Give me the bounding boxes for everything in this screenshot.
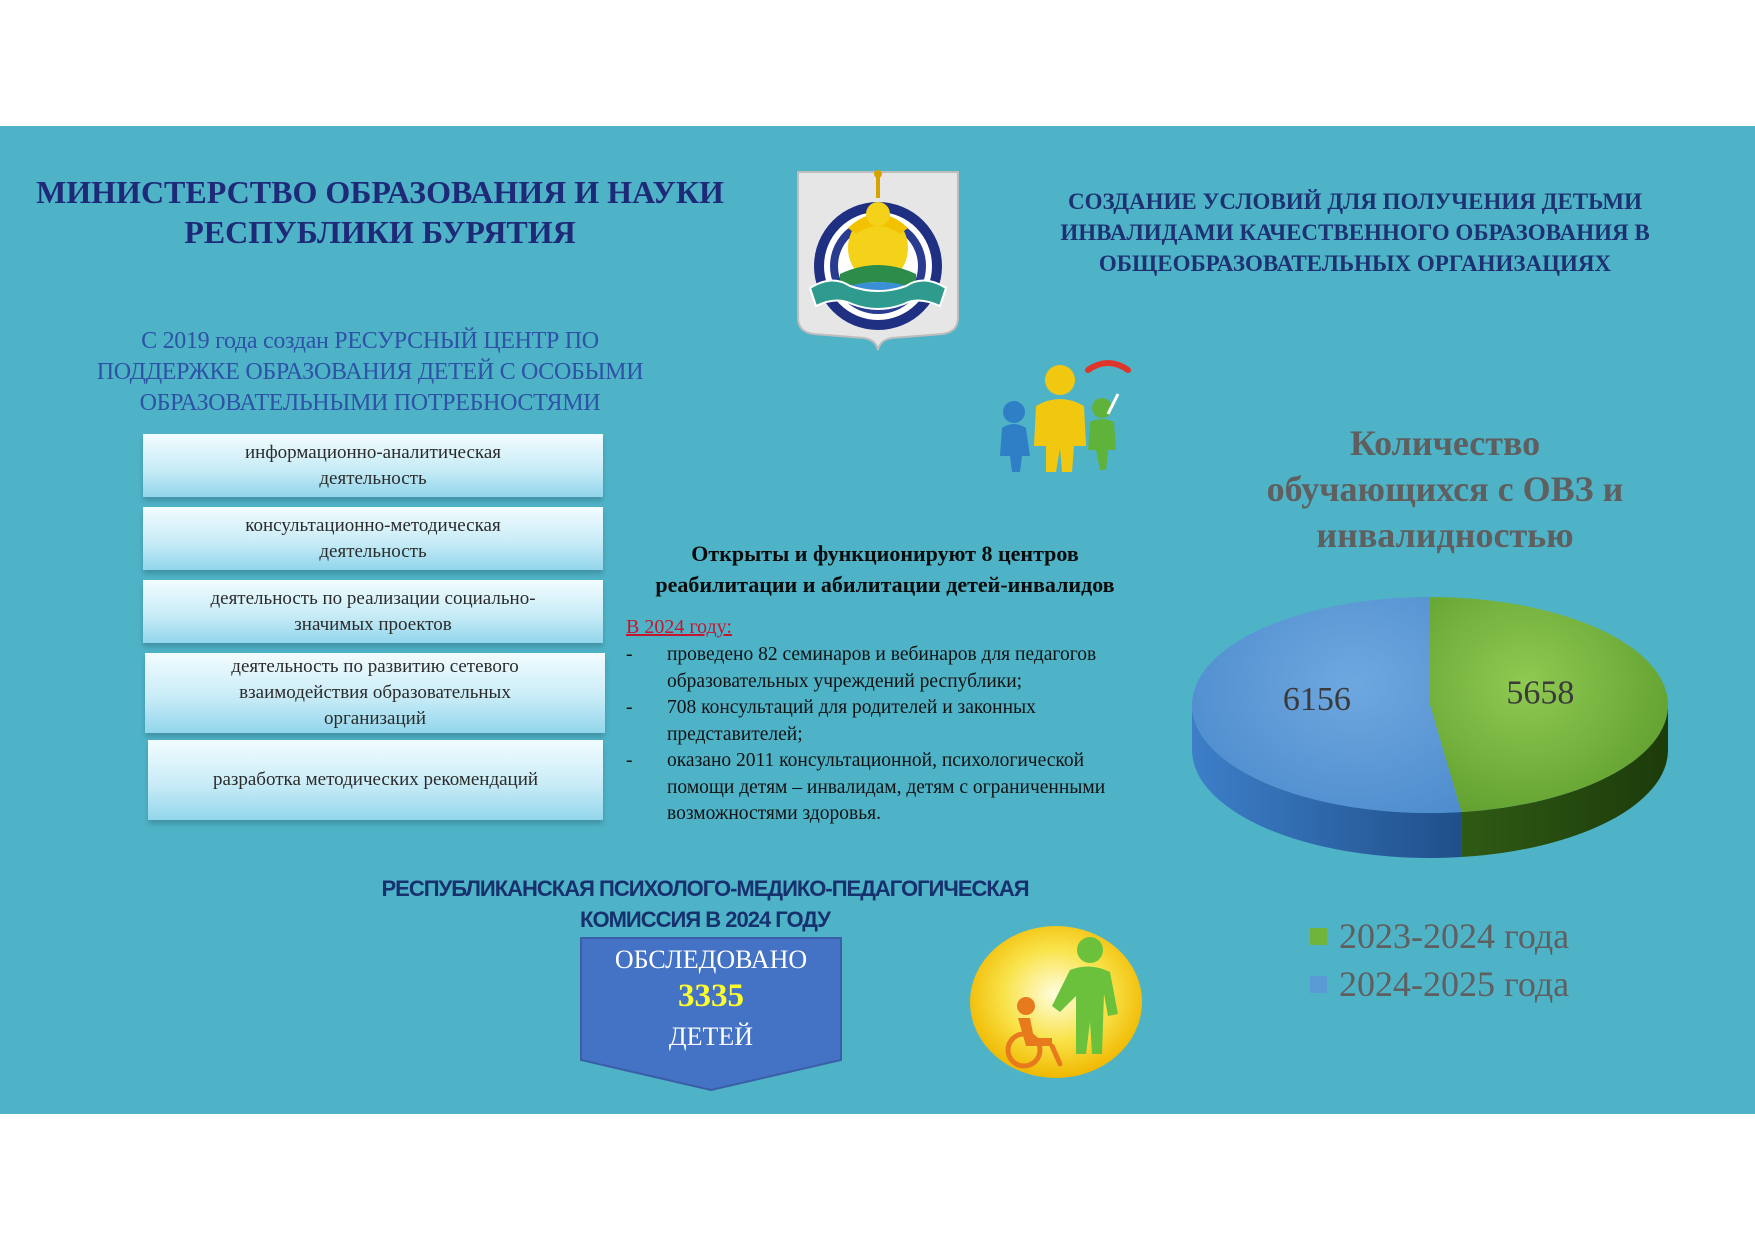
resource-center-heading: С 2019 года создан РЕСУРСНЫЙ ЦЕНТР ПО ПОДДЕРЖКЕ ОБРАЗОВАНИЯ ДЕТЕЙ С ОСОБЫМИ ОБРАЗОВАТЕЛЬНЫМИ ПОТРЕБНОСТЯМИ bbox=[96, 328, 644, 416]
commission-heading: РЕСПУБЛИКАНСКАЯ ПСИХОЛОГО-МЕДИКО-ПЕДАГОГИЧЕСКАЯ КОМИССИЯ В 2024 ГОДУ bbox=[381, 876, 1029, 932]
topic-title: СОЗДАНИЕ УСЛОВИЙ ДЛЯ ПОЛУЧЕНИЯ ДЕТЬМИ ИНВАЛИДАМИ КАЧЕСТВЕННОГО ОБРАЗОВАНИЯ В ОБЩЕОБРАЗОВАТЕЛЬНЫХ ОРГАНИЗАЦИЯХ bbox=[1060, 189, 1650, 276]
chart-legend bbox=[1310, 912, 1569, 1008]
legend-item: 2024-2025 года bbox=[1310, 960, 1569, 1008]
list-item: - проведено 82 семинаров и вебинаров для педагогов образовательных учреждений республики; bbox=[626, 644, 1097, 692]
pie-chart bbox=[1180, 575, 1680, 885]
coat-of-arms-emblem bbox=[796, 170, 960, 352]
ministry-title: МИНИСТЕРСТВО ОБРАЗОВАНИЯ И НАУКИ РЕСПУБЛИКИ БУРЯТИЯ bbox=[36, 174, 724, 250]
legend-item: 2023-2024 года bbox=[1310, 912, 1569, 960]
wheelchair-assistance-icon bbox=[968, 926, 1144, 1078]
list-item: - оказано 2011 консультационной, психологической помощи детям – инвалидам, детям с ограниченными возможностями здоровья. bbox=[626, 750, 1106, 824]
legend-swatch-blue bbox=[1310, 976, 1327, 993]
family-icon bbox=[990, 356, 1140, 478]
badge-label-top: ОБСЛЕДОВАНО bbox=[614, 945, 808, 974]
centers-title: Открыты и функционируют 8 центров реабилитации и абилитации детей-инвалидов bbox=[655, 541, 1115, 597]
activity-box: консультационно-методическая деятельность bbox=[143, 507, 603, 570]
badge-value: 3335 bbox=[678, 978, 744, 1014]
activity-box: разработка методических рекомендаций bbox=[148, 740, 603, 820]
list-item: - 708 консультаций для родителей и законных представителей; bbox=[626, 697, 1036, 745]
pie-label-green: 5658 bbox=[1506, 674, 1575, 712]
achievements-list bbox=[626, 642, 1166, 828]
examined-children-badge bbox=[580, 937, 842, 1091]
year-label: В 2024 году: bbox=[626, 616, 732, 638]
activity-box: информационно-аналитическая деятельность bbox=[143, 434, 603, 497]
pie-label-blue: 6156 bbox=[1282, 680, 1351, 718]
activity-box: деятельность по реализации социально- значимых проектов bbox=[143, 580, 603, 643]
legend-swatch-green bbox=[1310, 928, 1327, 945]
chart-title: Количество обучающихся с ОВЗ и инвалидностью bbox=[1266, 423, 1624, 555]
activity-box: деятельность по развитию сетевого взаимодействия образовательных организаций bbox=[145, 653, 605, 733]
badge-label-bottom: ДЕТЕЙ bbox=[668, 1022, 754, 1051]
